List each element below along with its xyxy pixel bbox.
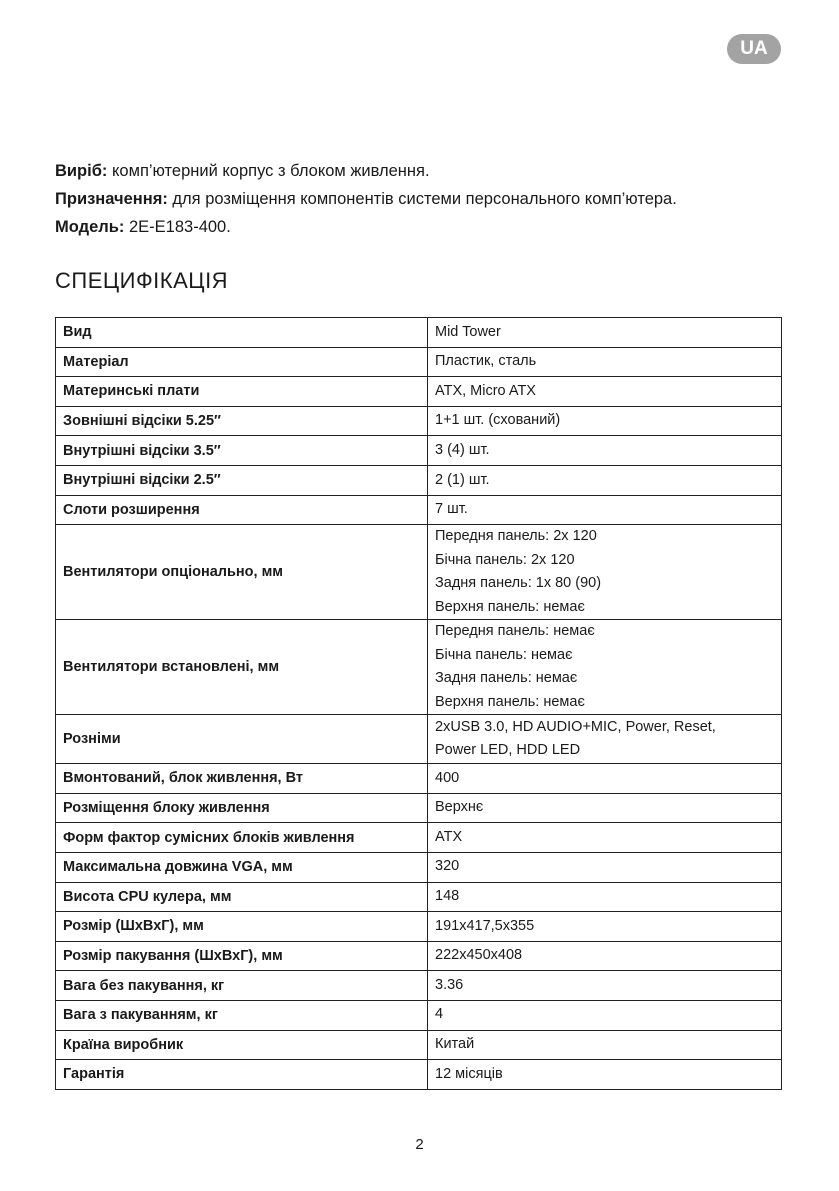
spec-value xyxy=(428,465,782,495)
spec-key: Вентилятори встановлені, мм xyxy=(56,620,428,715)
spec-key: Розмір пакування (ШхВхГ), мм xyxy=(56,941,428,971)
spec-value-line: ATX xyxy=(435,828,463,845)
spec-value xyxy=(428,495,782,525)
table-row xyxy=(56,406,782,436)
table-row xyxy=(56,525,782,620)
spec-value-line: 222x450x408 xyxy=(435,947,523,964)
spec-value-line: 7 шт. xyxy=(435,501,468,518)
intro-label: Модель: xyxy=(55,218,125,236)
spec-value-line: Пластик, сталь xyxy=(435,353,537,370)
spec-value-line: 2xUSB 3.0, HD AUDIO+MIC, Power, Reset, xyxy=(435,718,716,735)
intro-text: комп’ютерний корпус з блоком живлення. xyxy=(112,162,430,180)
table-row xyxy=(56,764,782,794)
intro-text: для розміщення компонентів системи персонального комп’ютера. xyxy=(172,190,677,208)
spec-value-line: Бічна панель: немає xyxy=(435,646,573,663)
spec-value xyxy=(428,793,782,823)
intro-line xyxy=(55,157,677,185)
spec-value-line: Верхня панель: немає xyxy=(435,598,585,615)
table-row xyxy=(56,912,782,942)
spec-value xyxy=(428,525,782,620)
spec-value-line: 148 xyxy=(435,888,460,905)
spec-value-line: Задня панель: немає xyxy=(435,670,578,687)
table-row xyxy=(56,823,782,853)
spec-key: Вага з пакуванням, кг xyxy=(56,1000,428,1030)
spec-value xyxy=(428,823,782,853)
spec-value-line: 191x417,5x355 xyxy=(435,917,535,934)
spec-key: Зовнішні відсіки 5.25″ xyxy=(56,406,428,436)
table-row xyxy=(56,1000,782,1030)
spec-value-line: 3.36 xyxy=(435,976,464,993)
spec-key: Розніми xyxy=(56,715,428,764)
spec-value-line: Верхня панель: немає xyxy=(435,693,585,710)
intro-line xyxy=(55,213,677,241)
spec-value-line: Передня панель: 2x 120 xyxy=(435,528,597,545)
table-row xyxy=(56,715,782,764)
spec-value-line: 1+1 шт. (схований) xyxy=(435,412,561,429)
table-row xyxy=(56,377,782,407)
product-intro xyxy=(55,157,677,241)
section-heading: СПЕЦИФІКАЦІЯ xyxy=(55,268,229,293)
intro-label: Виріб: xyxy=(55,162,108,180)
spec-value xyxy=(428,912,782,942)
spec-value xyxy=(428,436,782,466)
spec-key: Розміщення блоку живлення xyxy=(56,793,428,823)
table-row xyxy=(56,852,782,882)
spec-value-line: ATX, Micro ATX xyxy=(435,382,536,399)
spec-value-line: Power LED, HDD LED xyxy=(435,742,581,759)
spec-key: Вид xyxy=(56,318,428,348)
spec-value-line: 400 xyxy=(435,769,460,786)
spec-key: Вага без пакування, кг xyxy=(56,971,428,1001)
spec-table xyxy=(55,317,782,1090)
spec-value xyxy=(428,318,782,348)
spec-value-line: 4 xyxy=(435,1006,444,1023)
spec-value-line: Бічна панель: 2x 120 xyxy=(435,551,575,568)
spec-value xyxy=(428,941,782,971)
table-row xyxy=(56,318,782,348)
spec-key: Розмір (ШхВхГ), мм xyxy=(56,912,428,942)
spec-value-line: Передня панель: немає xyxy=(435,623,595,640)
spec-value xyxy=(428,1030,782,1060)
spec-value-line: 2 (1) шт. xyxy=(435,471,490,488)
spec-value xyxy=(428,406,782,436)
spec-value-line: Китай xyxy=(435,1036,475,1053)
table-row xyxy=(56,1030,782,1060)
language-badge: UA xyxy=(727,34,781,64)
intro-label: Призначення: xyxy=(55,190,168,208)
table-row xyxy=(56,1060,782,1090)
spec-value xyxy=(428,764,782,794)
spec-key: Внутрішні відсіки 2.5″ xyxy=(56,465,428,495)
spec-key: Гарантія xyxy=(56,1060,428,1090)
table-row xyxy=(56,465,782,495)
spec-key: Висота CPU кулера, мм xyxy=(56,882,428,912)
intro-text: 2E-E183-400. xyxy=(128,218,231,236)
spec-value-line: Верхнє xyxy=(435,799,484,816)
spec-key: Вентилятори опціонально, мм xyxy=(56,525,428,620)
spec-value xyxy=(428,377,782,407)
table-row xyxy=(56,620,782,715)
intro-line xyxy=(55,185,677,213)
spec-value-line: 12 місяців xyxy=(435,1065,503,1082)
spec-key: Форм фактор сумісних блоків живлення xyxy=(56,823,428,853)
spec-value xyxy=(428,1060,782,1090)
spec-value xyxy=(428,971,782,1001)
spec-key: Внутрішні відсіки 3.5″ xyxy=(56,436,428,466)
spec-key: Країна виробник xyxy=(56,1030,428,1060)
spec-value xyxy=(428,1000,782,1030)
spec-value xyxy=(428,882,782,912)
spec-value xyxy=(428,715,782,764)
spec-value-line: 320 xyxy=(435,858,460,875)
spec-value xyxy=(428,852,782,882)
table-row xyxy=(56,436,782,466)
spec-key: Матеріал xyxy=(56,347,428,377)
spec-value-line: Mid Tower xyxy=(435,323,501,340)
table-row xyxy=(56,495,782,525)
table-row xyxy=(56,941,782,971)
spec-value-line: 3 (4) шт. xyxy=(435,441,490,458)
table-row xyxy=(56,971,782,1001)
table-row xyxy=(56,347,782,377)
spec-key: Вмонтований, блок живлення, Вт xyxy=(56,764,428,794)
page-number: 2 xyxy=(415,1136,424,1153)
spec-value xyxy=(428,620,782,715)
spec-key: Материнські плати xyxy=(56,377,428,407)
spec-key: Слоти розширення xyxy=(56,495,428,525)
table-row xyxy=(56,882,782,912)
spec-key: Максимальна довжина VGA, мм xyxy=(56,852,428,882)
table-row xyxy=(56,793,782,823)
spec-value xyxy=(428,347,782,377)
spec-value-line: Задня панель: 1x 80 (90) xyxy=(435,575,602,592)
